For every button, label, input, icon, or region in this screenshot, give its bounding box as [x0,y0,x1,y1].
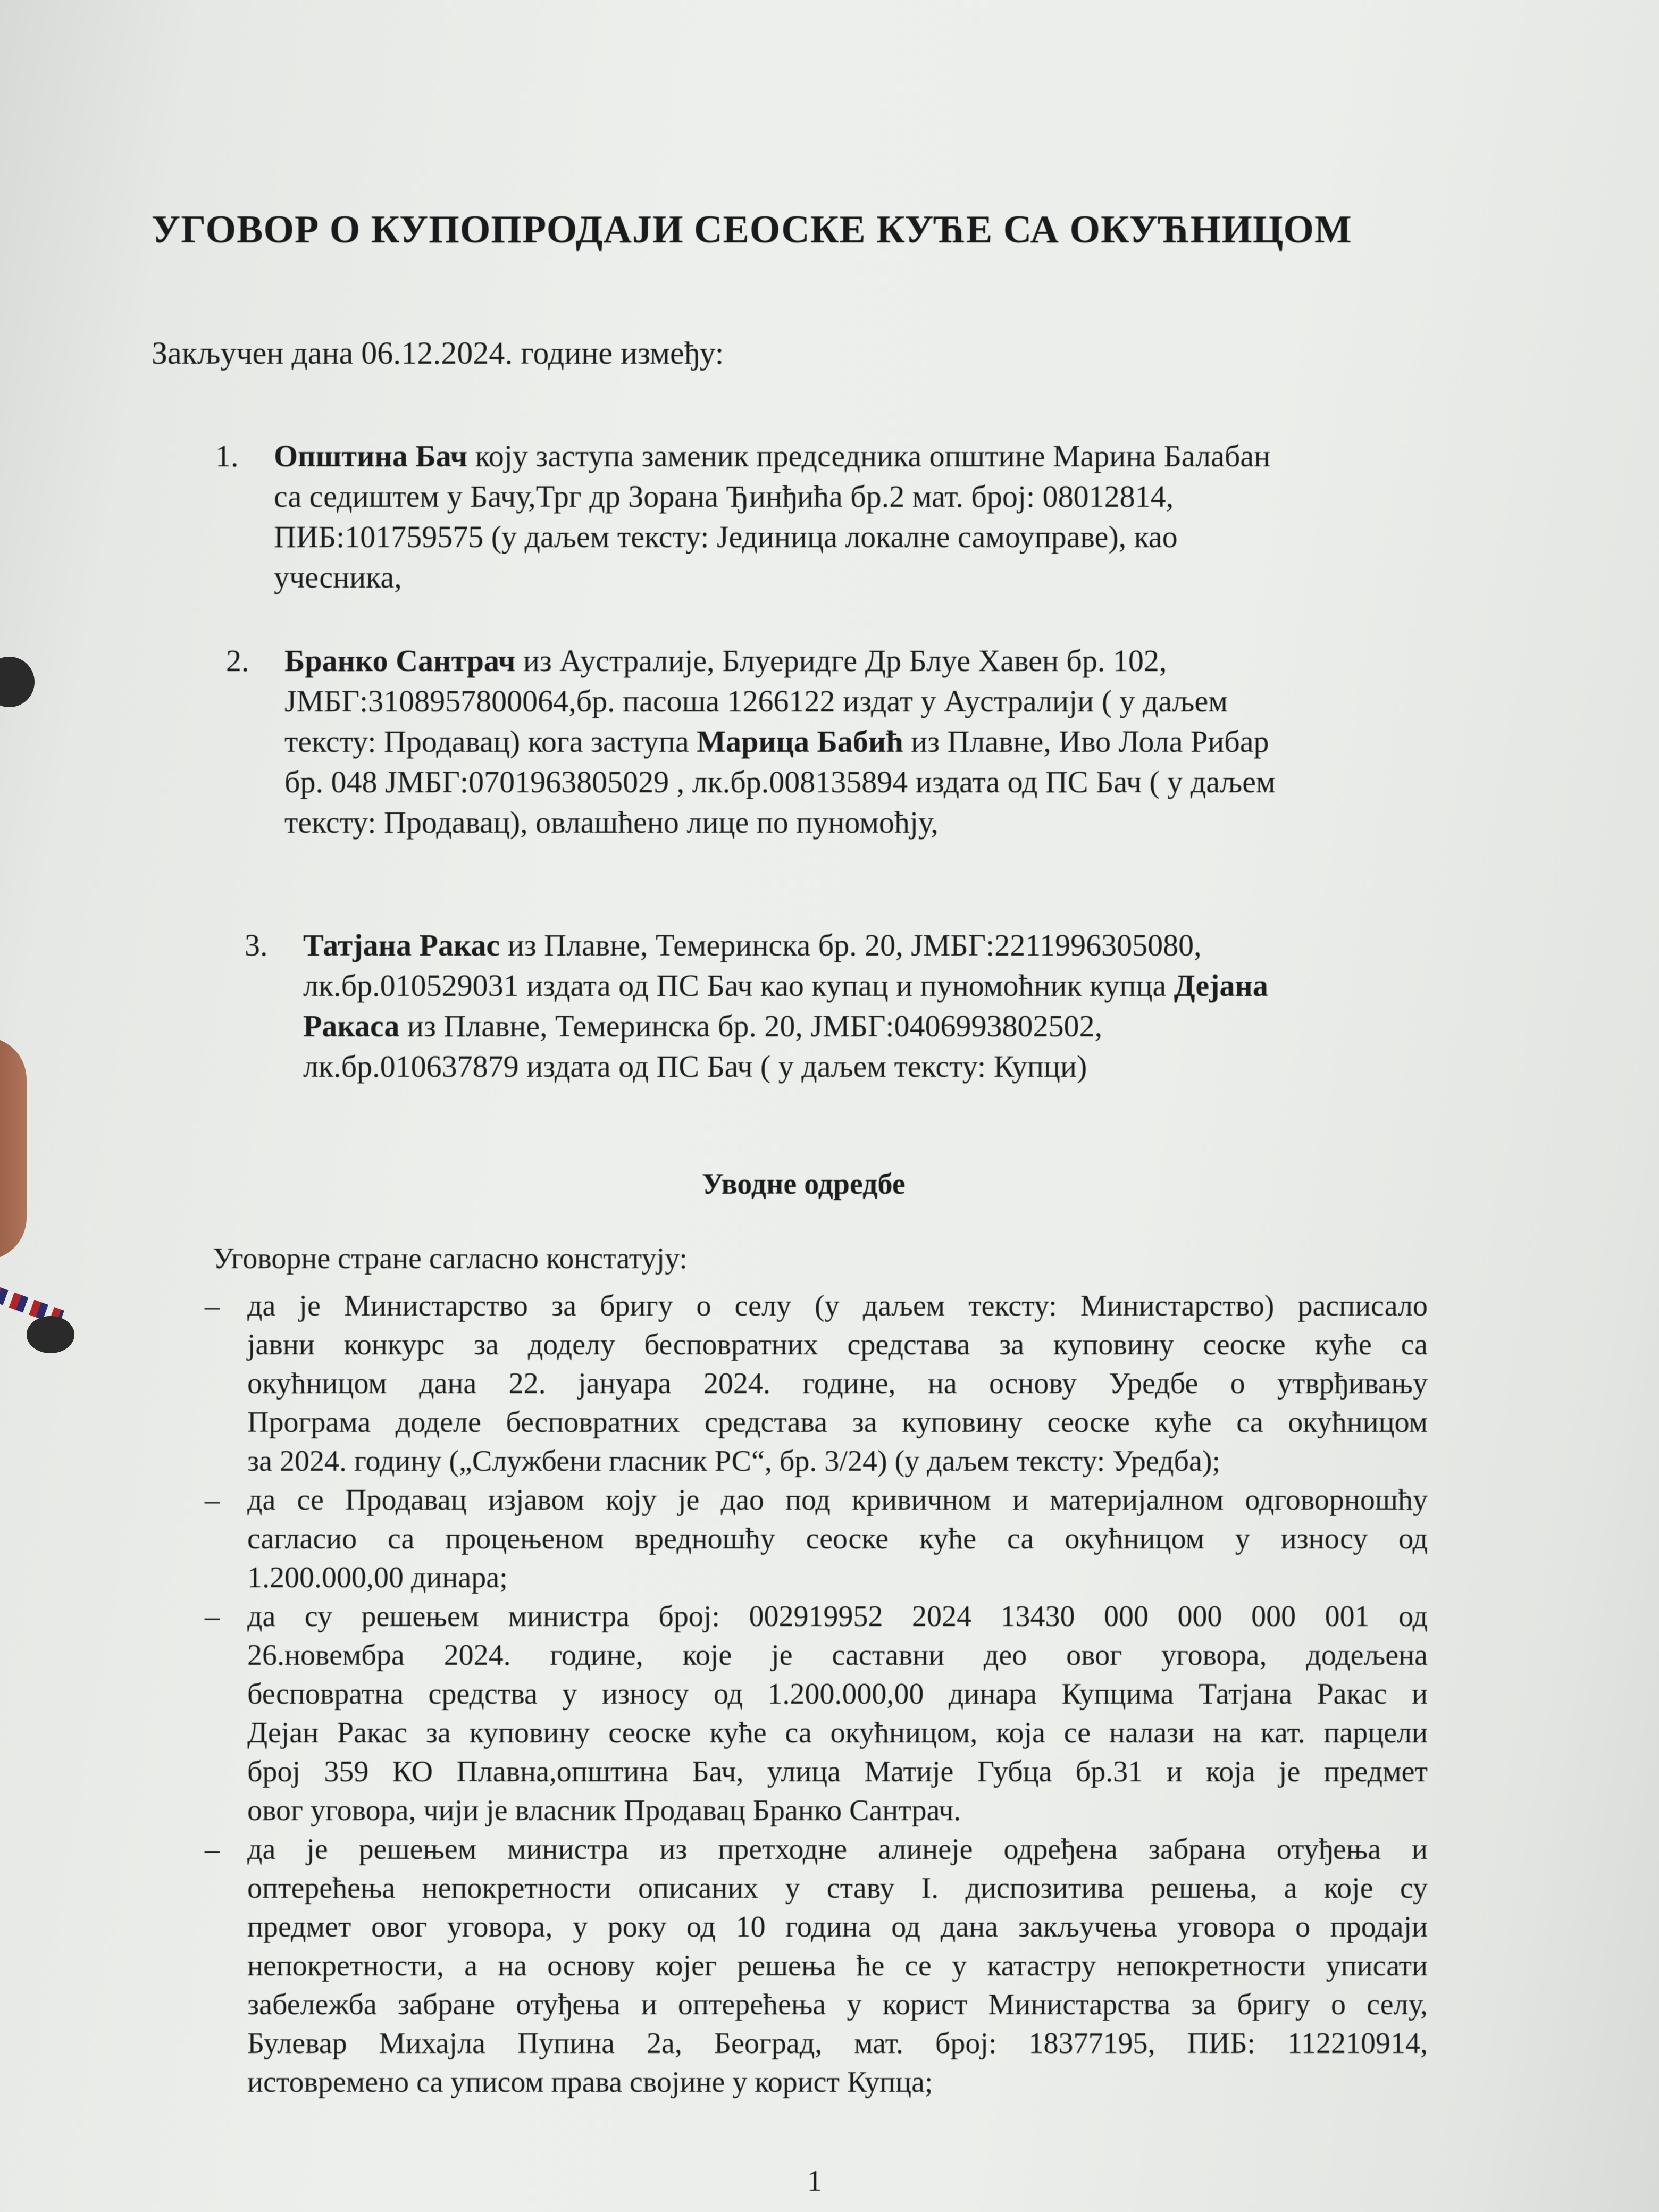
bullet-item [205,1287,1428,1481]
party-number: 2. [226,643,249,678]
bullet-line: оптерећења непокретности описаних у ставу I. диспозитива решења, а које су [247,1872,1428,1905]
party-body [284,641,1454,843]
bullet-line: да је решењем министра из претходне алинеје одређена забрана отуђења и [247,1833,1428,1866]
contract-intro: Закључен дана 06.12.2024. године између: [152,336,724,371]
party-line: ПИБ:101759575 (у даљем тексту: Јединица локалне самоуправе), као [274,520,1178,554]
bullet-line: овог уговора, чији је власник Продавац Бранко Сантрач. [247,1794,961,1827]
section-lead: Уговорне стране сагласно констатују: [213,1242,688,1275]
party-name: Татјана Ракас [303,928,500,962]
party-line: ЈМБГ:3108957800064,бр. пасоша 1266122 издат у Аустралији ( у даљем [284,684,1228,718]
bullet-line: 26.новембра 2024. године, које је саставни део овог уговора, додељена [247,1639,1428,1672]
party-body [274,436,1444,598]
bullet-line: за 2024. годину („Службени гласник РС“, бр. 3/24) (у даљем тексту: Уредба); [247,1445,1221,1478]
bullet-line: да се Продавац изјавом коју је дао под кривичном и материјалном одговорношћу [247,1484,1428,1516]
party-line: учесника, [274,560,402,594]
finger-shadow [0,1037,27,1260]
party-line: тексту: Продавац), овлашћено лице по пуномоћју, [284,805,939,840]
bullet-line: бесповратна средства у износу од 1.200.000,00 динара Купцима Татјана Ракас и [247,1678,1428,1711]
representative-name: Марица Бабић [697,724,903,759]
page-number: 1 [807,2165,822,2198]
bullet-line: окућницом дана 22. јануара 2024. године, на основу Уредбе о утврђивању [247,1367,1428,1400]
party-line: Бранко Сантрач из Аустралије, Блуеридге Др Блуе Хавен бр. 102, [284,643,1167,678]
bullet-dash: – [205,1289,220,1322]
co-buyer-name: Дејана [1174,968,1268,1003]
document-title: УГОВОР О КУПОПРОДАЈИ СЕОСКЕ КУЋЕ СА ОКУЋНИЦОМ [152,208,1352,252]
punch-hole [0,657,35,707]
party-body [303,925,1473,1087]
bullet-line: забележба забране отуђења и оптерећења у корист Министарства за бригу о селу, [247,1988,1428,2021]
party-number: 3. [245,928,268,962]
co-buyer-name: Ракаса [303,1009,400,1043]
bullet-line: Дејан Ракас за куповину сеоске куће са окућницом, која се налази на кат. парцели [247,1716,1428,1749]
bullet-line: истовремено са уписом права својине у корист Купца; [247,2066,933,2099]
party-line: лк.бр.010637879 издата од ПС Бач ( у даљем тексту: Купци) [303,1049,1087,1084]
bullet-dash: – [205,1600,220,1633]
bullet-line: 1.200.000,00 динара; [247,1561,508,1594]
bullet-item [205,1830,1428,2102]
party-number: 1. [215,439,239,473]
party-line: са седиштем у Бачу,Трг др Зорана Ђинђића бр.2 мат. број: 08012814, [274,479,1174,514]
bullet-line: број 359 КО Плавна,општина Бач, улица Матије Губца бр.31 и која је предмет [247,1755,1428,1788]
bullet-line: сагласио са процењеном вредношћу сеоске куће са окућницом у износу од [247,1522,1428,1555]
bullet-line: Булевар Михајла Пупина 2а, Београд, мат. број: 18377195, ПИБ: 112210914, [247,2027,1428,2060]
party-name: Општина Бач [274,439,468,473]
bullet-item [205,1481,1428,1597]
bullet-dash: – [205,1484,220,1516]
bullet-dash: – [205,1833,220,1866]
party-line: лк.бр.010529031 издата од ПС Бач као купац и пуномоћник купца Дејана [303,968,1268,1003]
party-name: Бранко Сантрач [284,643,516,678]
party-line: Општина Бач коју заступа заменик председника општине Марина Балабан [274,439,1271,473]
section-title: Уводне одредбе [702,1168,906,1201]
bullet-line: предмет овог уговора, у року од 10 година од дана закључења уговора о продаји [247,1911,1428,1943]
bullet-line: да су решењем министра број: 002919952 2024 13430 000 000 000 001 од [247,1600,1428,1633]
party-line: бр. 048 ЈМБГ:0701963805029 , лк.бр.008135894 издата од ПС Бач ( у даљем [284,765,1276,799]
bullet-line: јавни конкурс за доделу бесповратних средстава за куповину сеоске куће са [247,1328,1428,1361]
party-line: Татјана Ракас из Плавне, Темеринска бр. 20, ЈМБГ:2211996305080, [303,928,1202,962]
bullet-line: Програма доделе бесповратних средстава за куповину сеоске куће са окућницом [247,1406,1428,1439]
bullet-list [205,1287,1428,2102]
party-line: тексту: Продавац) кога заступа Марица Бабић из Плавне, Иво Лола Рибар [284,724,1269,759]
bullet-item [205,1597,1428,1830]
punch-hole [27,1316,74,1353]
bullet-line: непокретности, а на основу којег решења ће се у катастру непокретности уписати [247,1949,1428,1982]
party-line: Ракаса из Плавне, Темеринска бр. 20, ЈМБГ:0406993802502, [303,1009,1102,1043]
bullet-line: да је Министарство за бригу о селу (у даљем тексту: Министарство) расписало [247,1289,1428,1322]
